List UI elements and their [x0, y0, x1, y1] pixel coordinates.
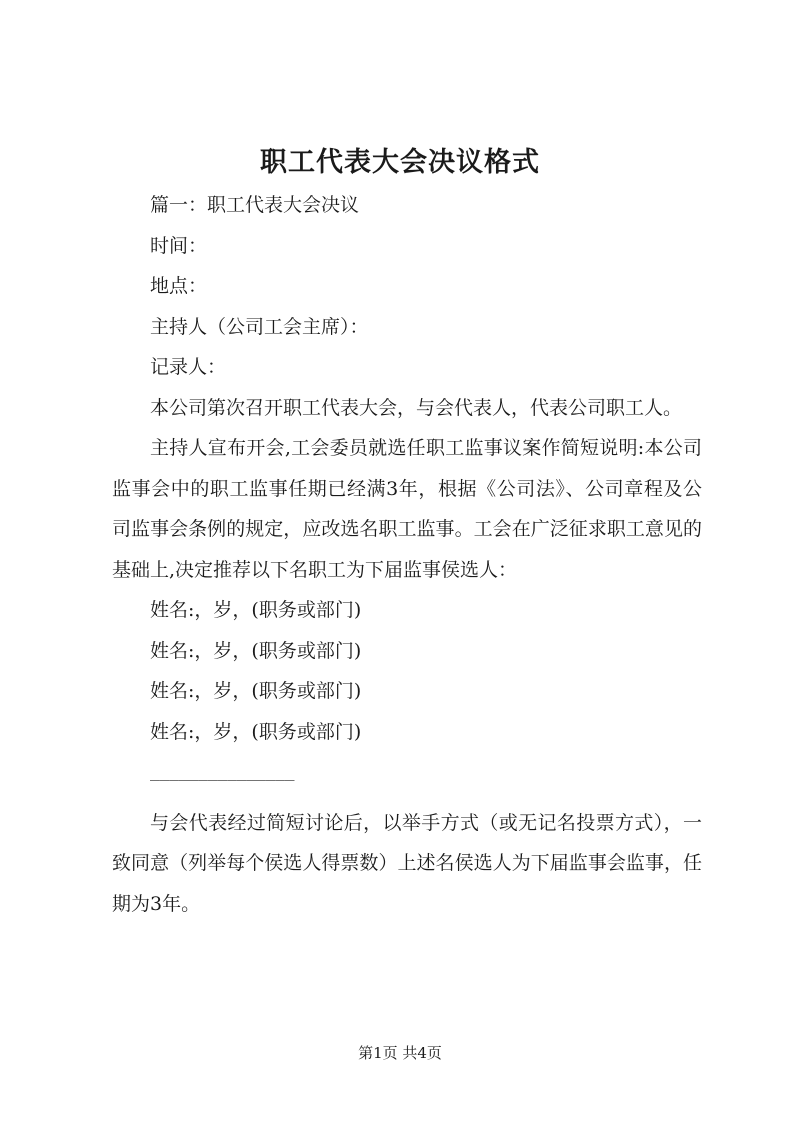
paragraph-resolution: 与会代表经过简短讨论后，以举手方式（或无记名投票方式），一致同意（列举每个侯选人得票数）上述名侯选人为下届监事会监事，任期为3年。 [112, 811, 702, 915]
spacer [112, 793, 702, 803]
paragraph-attendance: 本公司第次召开职工代表大会，与会代表人，代表公司职工人。 [150, 396, 683, 419]
page-footer [0, 1042, 800, 1064]
section-heading: 篇一：职工代表大会决议 [150, 194, 360, 216]
candidate-line: 姓名:，岁，(职务或部门) [150, 599, 362, 621]
paragraph-proposal: 主持人宣布开会,工会委员就选任职工监事议案作简短说明:本公司监事会中的职工监事任期已经满3年，根据《公司法》、公司章程及公司监事会条例的规定，应改选名职工监事。工会在广泛征求职工意见的基础上,决定推荐以下名职工为下届监事侯选人： [112, 437, 702, 581]
document-body [112, 185, 702, 924]
place-line: 地点： [150, 275, 208, 297]
time-line: 时间： [150, 234, 208, 257]
divider-line: _______________ [150, 762, 295, 781]
candidate-line: 姓名:，岁，(职务或部门) [150, 639, 362, 662]
candidate-line: 姓名:，岁，(职务或部门) [150, 720, 362, 743]
candidate-line: 姓名:，岁，(职务或部门) [150, 680, 362, 702]
host-line: 主持人（公司工会主席）： [150, 315, 369, 338]
page-number: 第1页 共4页 [358, 1044, 442, 1062]
document-title: 职工代表大会决议格式 [260, 147, 540, 178]
recorder-line: 记录人： [150, 356, 227, 378]
